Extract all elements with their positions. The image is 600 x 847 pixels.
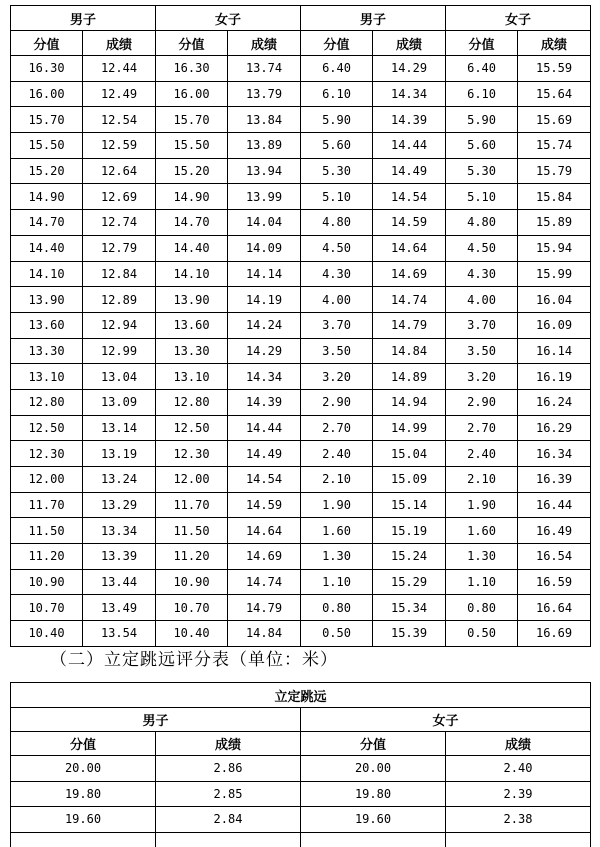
table-cell: 19.80 [11,781,156,807]
table-cell: 12.80 [11,389,83,415]
table-cell: 16.19 [518,364,591,390]
table-cell: 16.00 [156,81,228,107]
table-body [11,56,591,647]
table-cell: 12.54 [83,107,156,133]
table-cell: 20.00 [301,756,446,782]
table-cell: 3.70 [301,312,373,338]
table-cell: 15.89 [518,210,591,236]
column-header: 分值 [446,31,518,56]
table-cell: 13.79 [228,81,301,107]
table-cell: 13.84 [228,107,301,133]
column-header: 成绩 [446,732,591,756]
table-cell: 14.59 [373,210,446,236]
section-heading: （二）立定跳远评分表（单位：米） [50,650,338,670]
caption-row [11,683,591,708]
table-cell: 15.50 [156,133,228,159]
table-cell: 12.50 [11,415,83,441]
group-header: 女子 [446,6,591,31]
table-cell: 16.34 [518,441,591,467]
table-cell: 14.10 [156,261,228,287]
table-cell: 19.60 [301,807,446,833]
table-cell: 12.89 [83,287,156,313]
table-cell: 1.60 [446,518,518,544]
table-cell: 14.69 [228,544,301,570]
table-cell: 1.90 [446,492,518,518]
table-cell: 15.69 [518,107,591,133]
table-cell: 15.99 [518,261,591,287]
table-cell: 14.64 [228,518,301,544]
table-cell: 14.34 [373,81,446,107]
table-row [11,467,591,493]
table-cell: 2.70 [446,415,518,441]
table-row [11,441,591,467]
table-cell: 14.89 [373,364,446,390]
score-table-1 [10,5,591,647]
column-header: 分值 [156,31,228,56]
table-cell: 13.60 [11,312,83,338]
table-cell: 11.20 [156,544,228,570]
table-cell: 13.30 [11,338,83,364]
column-header: 分值 [301,732,446,756]
table-caption: 立定跳远 [11,683,591,708]
table-cell: 15.74 [518,133,591,159]
table-cell: 4.50 [301,235,373,261]
table-cell: 12.49 [83,81,156,107]
table-cell: 2.40 [301,441,373,467]
table-cell: 14.09 [228,235,301,261]
table-cell: 12.00 [11,467,83,493]
table-cell: 15.50 [11,133,83,159]
table-cell: 15.84 [518,184,591,210]
table-cell: 15.09 [373,467,446,493]
table-cell: 10.90 [11,569,83,595]
table-cell: 13.34 [83,518,156,544]
table-cell: 2.38 [446,807,591,833]
table-cell: 13.54 [83,621,156,647]
table-cell [156,832,301,847]
table-cell: 13.10 [156,364,228,390]
table-cell: 4.00 [446,287,518,313]
table-cell: 13.44 [83,569,156,595]
table-cell: 15.34 [373,595,446,621]
table-row [11,807,591,833]
table-row [11,389,591,415]
table-cell: 5.90 [301,107,373,133]
group-header: 男子 [11,708,301,732]
table-cell: 15.14 [373,492,446,518]
table-cell: 15.20 [156,158,228,184]
standing-long-jump-table [10,682,591,847]
group-header-row [11,708,591,732]
table-cell: 14.79 [373,312,446,338]
table-cell: 11.70 [156,492,228,518]
table-cell: 12.00 [156,467,228,493]
table-cell: 14.59 [228,492,301,518]
table-cell: 12.84 [83,261,156,287]
table-row [11,312,591,338]
column-header: 成绩 [156,732,301,756]
table-cell: 13.90 [156,287,228,313]
table-cell: 2.90 [446,389,518,415]
column-header: 分值 [11,31,83,56]
table-cell: 14.29 [228,338,301,364]
table-cell: 16.49 [518,518,591,544]
table-cell: 11.50 [156,518,228,544]
table-cell: 4.50 [446,235,518,261]
table-cell: 16.00 [11,81,83,107]
table-cell: 12.59 [83,133,156,159]
table-cell: 13.10 [11,364,83,390]
table-cell: 15.70 [11,107,83,133]
table-cell: 15.29 [373,569,446,595]
column-header: 分值 [301,31,373,56]
table-cell: 13.94 [228,158,301,184]
table-cell: 14.49 [228,441,301,467]
table-row [11,781,591,807]
table-cell: 2.10 [301,467,373,493]
table-row [11,595,591,621]
table-cell: 14.74 [228,569,301,595]
table-cell: 16.24 [518,389,591,415]
table-cell: 4.00 [301,287,373,313]
table-row [11,756,591,782]
table-cell: 5.10 [446,184,518,210]
table-row [11,518,591,544]
table-row [11,621,591,647]
table-cell: 4.30 [301,261,373,287]
column-header: 成绩 [373,31,446,56]
table-cell: 13.14 [83,415,156,441]
table-row [11,492,591,518]
column-header: 成绩 [83,31,156,56]
table-cell: 16.09 [518,312,591,338]
table-cell: 14.94 [373,389,446,415]
table-cell: 1.30 [446,544,518,570]
table-cell: 13.90 [11,287,83,313]
table-cell: 3.50 [446,338,518,364]
table-cell: 16.44 [518,492,591,518]
table-cell: 16.69 [518,621,591,647]
table-cell: 5.60 [301,133,373,159]
table-cell: 16.30 [11,56,83,82]
table-cell: 15.04 [373,441,446,467]
column-header-row [11,732,591,756]
table-cell: 5.60 [446,133,518,159]
table-cell: 14.40 [156,235,228,261]
table-cell: 12.79 [83,235,156,261]
group-header: 男子 [11,6,156,31]
table-cell: 0.50 [446,621,518,647]
table-cell: 15.70 [156,107,228,133]
table-cell: 4.30 [446,261,518,287]
group-header: 女子 [301,708,591,732]
table-cell: 1.60 [301,518,373,544]
table-cell: 14.24 [228,312,301,338]
table-cell: 4.80 [301,210,373,236]
table-cell: 16.29 [518,415,591,441]
table-cell: 12.64 [83,158,156,184]
table-cell: 2.70 [301,415,373,441]
table-cell: 5.90 [446,107,518,133]
table-cell: 12.44 [83,56,156,82]
table-row [11,235,591,261]
table-row [11,158,591,184]
table-cell: 14.90 [11,184,83,210]
table-row [11,544,591,570]
table-cell: 3.70 [446,312,518,338]
table-cell: 16.64 [518,595,591,621]
table-cell: 0.80 [301,595,373,621]
table-cell [11,832,156,847]
table-cell: 16.59 [518,569,591,595]
table-row-cut [11,832,591,847]
table-cell: 14.70 [156,210,228,236]
table-cell: 15.19 [373,518,446,544]
table-cell: 6.10 [446,81,518,107]
table-cell: 15.64 [518,81,591,107]
table-cell: 14.49 [373,158,446,184]
table-cell: 13.49 [83,595,156,621]
table-cell: 14.04 [228,210,301,236]
column-header: 成绩 [518,31,591,56]
table-cell: 10.40 [156,621,228,647]
table-row [11,133,591,159]
table-row [11,261,591,287]
table-cell: 14.39 [373,107,446,133]
table-cell: 2.85 [156,781,301,807]
table-cell: 2.40 [446,441,518,467]
table-cell: 2.90 [301,389,373,415]
table-cell: 13.30 [156,338,228,364]
table-cell: 13.60 [156,312,228,338]
table-cell: 5.30 [446,158,518,184]
table-cell: 15.24 [373,544,446,570]
table-cell: 14.79 [228,595,301,621]
table-cell: 12.69 [83,184,156,210]
table-cell: 16.04 [518,287,591,313]
table-row [11,569,591,595]
table-cell: 6.40 [446,56,518,82]
table-row [11,287,591,313]
table-cell: 10.70 [156,595,228,621]
table-cell: 1.30 [301,544,373,570]
table-cell: 1.10 [301,569,373,595]
table-cell: 20.00 [11,756,156,782]
table-cell: 19.80 [301,781,446,807]
table-cell: 1.10 [446,569,518,595]
table-cell: 13.04 [83,364,156,390]
table-cell: 16.14 [518,338,591,364]
table-cell: 14.14 [228,261,301,287]
table-cell: 13.09 [83,389,156,415]
table-row [11,107,591,133]
table-cell: 12.94 [83,312,156,338]
table-cell: 10.90 [156,569,228,595]
table-cell: 10.40 [11,621,83,647]
table-cell: 14.69 [373,261,446,287]
column-header: 成绩 [228,31,301,56]
table-cell: 14.74 [373,287,446,313]
table-cell: 13.99 [228,184,301,210]
table-cell: 11.50 [11,518,83,544]
table-cell: 10.70 [11,595,83,621]
table-cell [301,832,446,847]
table-cell: 14.10 [11,261,83,287]
table-cell: 0.80 [446,595,518,621]
table-cell: 14.54 [373,184,446,210]
table-cell: 14.40 [11,235,83,261]
table-cell: 14.90 [156,184,228,210]
table-cell: 0.50 [301,621,373,647]
group-header: 女子 [156,6,301,31]
table-cell: 6.10 [301,81,373,107]
table-cell: 14.84 [228,621,301,647]
table-cell: 2.84 [156,807,301,833]
table-cell: 3.20 [301,364,373,390]
table-cell: 14.70 [11,210,83,236]
table-cell: 2.39 [446,781,591,807]
table-cell: 14.84 [373,338,446,364]
table-cell: 6.40 [301,56,373,82]
table-row [11,210,591,236]
table-cell: 2.86 [156,756,301,782]
table-cell: 16.30 [156,56,228,82]
table-cell: 12.99 [83,338,156,364]
group-header-row [11,6,591,31]
table-cell: 12.80 [156,389,228,415]
table-cell: 13.29 [83,492,156,518]
table-cell: 19.60 [11,807,156,833]
table-cell: 13.24 [83,467,156,493]
table-cell: 15.79 [518,158,591,184]
table-cell: 16.54 [518,544,591,570]
table-cell: 15.39 [373,621,446,647]
table-cell: 14.54 [228,467,301,493]
table-cell: 13.74 [228,56,301,82]
table-cell: 15.94 [518,235,591,261]
table-cell: 14.44 [228,415,301,441]
table-cell: 12.50 [156,415,228,441]
table-cell: 3.20 [446,364,518,390]
table-cell: 14.64 [373,235,446,261]
table-cell: 13.89 [228,133,301,159]
table-cell: 12.30 [11,441,83,467]
table-cell: 5.30 [301,158,373,184]
table-cell: 14.44 [373,133,446,159]
table-cell: 14.99 [373,415,446,441]
table-row [11,184,591,210]
group-header: 男子 [301,6,446,31]
table-row [11,338,591,364]
column-header: 分值 [11,732,156,756]
table-cell: 11.20 [11,544,83,570]
table-cell: 3.50 [301,338,373,364]
column-header-row [11,31,591,56]
table-cell: 15.20 [11,158,83,184]
table-cell: 5.10 [301,184,373,210]
table-row [11,415,591,441]
table-cell: 15.59 [518,56,591,82]
table-cell: 14.39 [228,389,301,415]
table-cell: 2.10 [446,467,518,493]
table-cell: 2.40 [446,756,591,782]
table-cell: 13.19 [83,441,156,467]
table-cell: 16.39 [518,467,591,493]
table-cell: 14.29 [373,56,446,82]
table-cell: 14.34 [228,364,301,390]
table-cell: 11.70 [11,492,83,518]
table-row [11,81,591,107]
table-cell: 4.80 [446,210,518,236]
table-cell: 1.90 [301,492,373,518]
table-cell [446,832,591,847]
table-row [11,364,591,390]
table-cell: 13.39 [83,544,156,570]
table-cell: 12.30 [156,441,228,467]
table-body [11,756,591,847]
table-row [11,56,591,82]
table-cell: 12.74 [83,210,156,236]
table-cell: 14.19 [228,287,301,313]
